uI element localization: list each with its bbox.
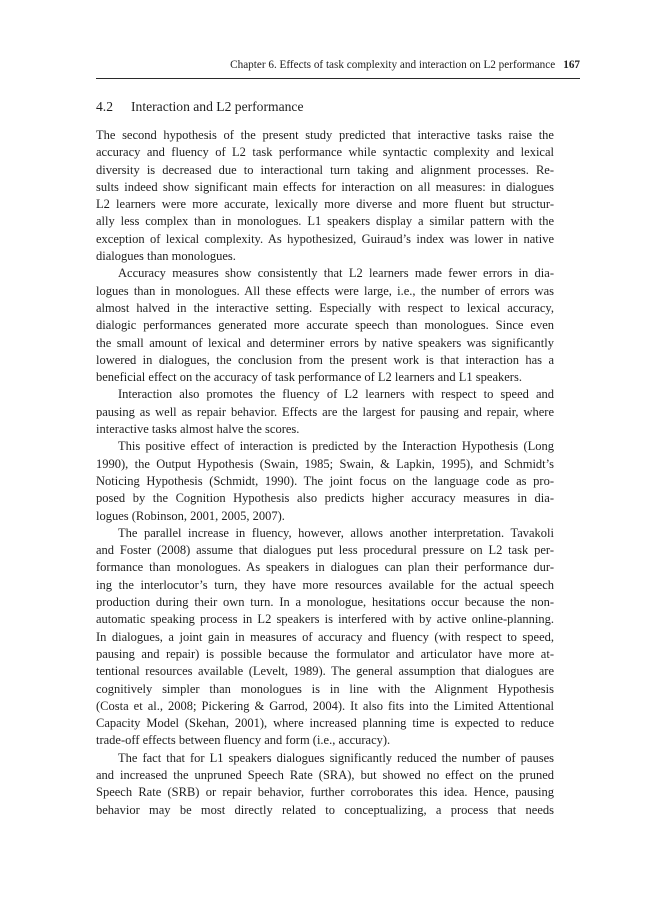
text-line: ally less complex than in monologues. L1 speakers display a similar pattern with the [96, 214, 554, 229]
text-line: sults indeed show significant main effects for interaction on all measures: in dialogues [96, 179, 554, 194]
text-line: and Foster (2008) assume that dialogues put less procedural pressure on L2 task per- [96, 543, 554, 558]
paragraph [96, 265, 554, 386]
text-line: posed by the Cognition Hypothesis also predicts higher accuracy measures in dia- [96, 491, 554, 506]
text-line: dialogues than monologues. [96, 249, 236, 264]
paragraph [96, 438, 554, 524]
text-line: ing the interlocutor’s turn, they have more resources available for the actual speech [96, 577, 554, 592]
text-line: formance than monologues. As speakers in dialogues can plan their performance dur- [96, 560, 554, 575]
text-line: the small amount of lexical and determiner errors by native speakers was significantly [96, 335, 554, 350]
text-line: and increased the unpruned Speech Rate (SRA), but showed no effect on the pruned [96, 767, 554, 782]
text-line: cognitively simpler than monologues is in line with the Alignment Hypothesis [96, 681, 554, 696]
text-line: 1990), the Output Hypothesis (Swain, 1985; Swain, & Lapkin, 1995), and Schmidt’s [96, 456, 554, 471]
text-line: In dialogues, a joint gain in measures of accuracy and fluency (with respect to speed, [96, 629, 554, 644]
text-line: Interaction also promotes the fluency of L2 learners with respect to speed and [118, 387, 554, 402]
text-line: The fact that for L1 speakers dialogues significantly reduced the number of pauses [118, 750, 554, 765]
text-line: diversity is decreased due to interactional turn taking and alignment processes. Re- [96, 162, 554, 177]
text-line: accuracy and fluency of L2 task performance while syntactic complexity and lexical [96, 145, 554, 160]
text-line: The second hypothesis of the present study predicted that interactive tasks raise the [96, 128, 554, 142]
text-line: production during their own turn. In a monologue, hesitations occur because the non- [96, 595, 554, 610]
running-title: Chapter 6. Effects of task complexity and interaction on L2 performance [230, 59, 556, 71]
paragraph [96, 750, 554, 819]
page-number: 167 [563, 59, 580, 71]
header-rule [96, 78, 580, 79]
paragraph [96, 127, 554, 265]
text-line: Capacity Model (Skehan, 2001), where increased planning time is expected to reduce [96, 716, 554, 731]
text-line: This positive effect of interaction is predicted by the Interaction Hypothesis (Long [118, 439, 554, 454]
text-line: beneficial effect on the accuracy of task performance of L2 learners and L1 speakers. [96, 370, 522, 385]
text-line: pausing as well as repair behavior. Effects are the largest for pausing and repair, where [96, 404, 554, 419]
text-line: The parallel increase in fluency, however, allows another interpretation. Tavakoli [118, 525, 554, 540]
text-line: Speech Rate (SRB) or repair behavior, further corroborates this idea. Hence, pausing [96, 785, 554, 800]
text-line: dialogic performances generated more accurate speech than monologues. Since even [96, 318, 554, 333]
section-title: Interaction and L2 performance [131, 99, 304, 114]
text-line: tentional resources available (Levelt, 1989). The general assumption that dialogues are [96, 664, 554, 679]
text-line: Accuracy measures show consistently that L2 learners made fewer errors in dia- [118, 266, 554, 281]
text-line: behavior may be most directly related to conceptualizing, a process that needs [96, 802, 554, 817]
section-number: 4.2 [96, 99, 113, 114]
text-line: Noticing Hypothesis (Schmidt, 1990). The joint focus on the language code as pro- [96, 473, 554, 488]
text-line: interactive tasks almost halve the scores. [96, 422, 300, 437]
text-line: almost halved in the interactive setting. Especially with respect to lexical accuracy, [96, 300, 554, 315]
paragraph [96, 525, 554, 750]
body-text [96, 127, 554, 819]
text-line: L2 learners were more accurate, lexically more diverse and more fluent but structur- [96, 197, 554, 212]
text-line: logues than in monologues. All these effects were large, i.e., the number of errors was [96, 283, 554, 298]
text-line: exception of lexical complexity. As hypothesized, Guiraud’s index was lower in native [96, 231, 554, 246]
running-head [96, 59, 580, 71]
text-line: (Costa et al., 2008; Pickering & Garrod, 2004). It also fits into the Limited Attentional [96, 698, 554, 713]
text-line: lowered in dialogues, the conclusion from the present work is that interaction has a [96, 352, 554, 367]
text-line: pausing and repair) is possible because the formulator and articulator have more at- [96, 646, 554, 661]
paragraph [96, 386, 554, 438]
section-heading [96, 99, 303, 115]
text-line: trade-off effects between fluency and form (i.e., accuracy). [96, 733, 391, 748]
text-line: logues (Robinson, 2001, 2005, 2007). [96, 508, 285, 523]
text-line: automatic speaking process in L2 speakers is interfered with by active online-planning. [96, 612, 554, 627]
